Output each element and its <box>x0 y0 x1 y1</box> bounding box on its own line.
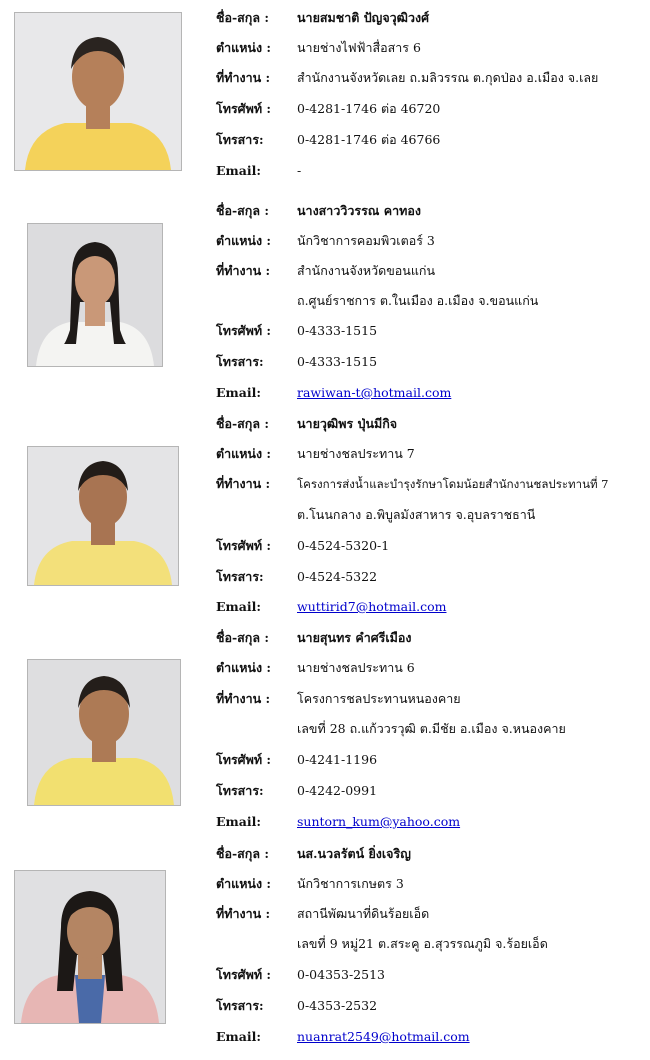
person-photo <box>27 446 179 586</box>
email-label: Email: <box>216 1029 261 1044</box>
fax-label: โทรสาร: <box>216 783 264 798</box>
phone-label: โทรศัพท์ : <box>216 967 272 982</box>
fax-label: โทรสาร: <box>216 354 264 369</box>
fax-value: 0-4353-2532 <box>297 998 378 1013</box>
position-value: นักวิชาการคอมพิวเตอร์ 3 <box>297 233 435 248</box>
position-value: นายช่างชลประทาน 6 <box>297 660 415 675</box>
person-photo-image <box>15 13 181 170</box>
position-label: ตำแหน่ง : <box>216 40 272 55</box>
workplace-value: สำนักงานจังหวัดขอนแก่น <box>297 263 436 278</box>
name-label: ชื่อ-สกุล : <box>216 416 270 431</box>
name-value: นางสาววิวรรณ คาทอง <box>297 203 421 218</box>
name-value: นายวุฒิพร ปุ่นมีกิจ <box>297 416 398 431</box>
workplace-value: เลขที่ 9 หมู่21 ต.สระคู อ.สุวรรณภูมิ จ.ร้อยเอ็ด <box>297 936 548 951</box>
name-value: นายสุนทร คำศรีเมือง <box>297 630 412 645</box>
name-label: ชื่อ-สกุล : <box>216 846 270 861</box>
phone-label: โทรศัพท์ : <box>216 538 272 553</box>
workplace-label: ที่ทำงาน : <box>216 476 271 491</box>
workplace-label: ที่ทำงาน : <box>216 691 271 706</box>
fax-label: โทรสาร: <box>216 998 264 1013</box>
person-photo <box>27 659 181 806</box>
position-value: นายช่างชลประทาน 7 <box>297 446 415 461</box>
position-label: ตำแหน่ง : <box>216 660 272 675</box>
name-value: นส.นวลรัตน์ ยิ่งเจริญ <box>297 846 411 861</box>
email-link[interactable]: nuanrat2549@hotmail.com <box>297 1029 470 1044</box>
fax-value: 0-4242-0991 <box>297 783 378 798</box>
workplace-label: ที่ทำงาน : <box>216 70 271 85</box>
person-photo-image <box>28 224 162 366</box>
email-label: Email: <box>216 163 261 178</box>
name-label: ชื่อ-สกุล : <box>216 203 270 218</box>
person-photo-image <box>15 871 165 1023</box>
workplace-label: ที่ทำงาน : <box>216 263 271 278</box>
workplace-label: ที่ทำงาน : <box>216 906 271 921</box>
fax-value: 0-4281-1746 ต่อ 46766 <box>297 132 441 147</box>
person-photo <box>14 12 182 171</box>
workplace-value: สำนักงานจังหวัดเลย ถ.มลิวรรณ ต.กุดป่อง อ.เมือง จ.เลย <box>297 70 599 85</box>
email-label: Email: <box>216 814 261 829</box>
email-link[interactable]: rawiwan-t@hotmail.com <box>297 385 452 400</box>
email-value: - <box>297 163 302 178</box>
fax-label: โทรสาร: <box>216 132 264 147</box>
email-label: Email: <box>216 599 261 614</box>
name-label: ชื่อ-สกุล : <box>216 10 270 25</box>
workplace-value: สถานีพัฒนาที่ดินร้อยเอ็ด <box>297 906 430 921</box>
person-photo-image <box>28 447 178 585</box>
phone-value: 0-4524-5320-1 <box>297 538 390 553</box>
name-label: ชื่อ-สกุล : <box>216 630 270 645</box>
position-label: ตำแหน่ง : <box>216 233 272 248</box>
phone-value: 0-4281-1746 ต่อ 46720 <box>297 101 441 116</box>
fax-label: โทรสาร: <box>216 569 264 584</box>
position-value: นายช่างไฟฟ้าสื่อสาร 6 <box>297 40 421 55</box>
workplace-value: ต.โนนกลาง อ.พิบูลมังสาหาร จ.อุบลราชธานี <box>297 507 536 522</box>
email-label: Email: <box>216 385 261 400</box>
position-label: ตำแหน่ง : <box>216 876 272 891</box>
phone-value: 0-4333-1515 <box>297 323 378 338</box>
person-photo <box>27 223 163 367</box>
phone-value: 0-4241-1196 <box>297 752 378 767</box>
phone-label: โทรศัพท์ : <box>216 752 272 767</box>
fax-value: 0-4524-5322 <box>297 569 378 584</box>
workplace-value: โครงการส่งน้ำและบำรุงรักษาโดมน้อยสำนักงานชลประทานที่ 7 <box>297 477 609 491</box>
position-label: ตำแหน่ง : <box>216 446 272 461</box>
phone-label: โทรศัพท์ : <box>216 101 272 116</box>
person-photo <box>14 870 166 1024</box>
workplace-value: ถ.ศูนย์ราชการ ต.ในเมือง อ.เมือง จ.ขอนแก่น <box>297 293 539 308</box>
phone-value: 0-04353-2513 <box>297 967 385 982</box>
email-link[interactable]: suntorn_kum@yahoo.com <box>297 814 461 829</box>
workplace-value: โครงการชลประทานหนองคาย <box>297 691 461 706</box>
email-link[interactable]: wuttirid7@hotmail.com <box>297 599 447 614</box>
fax-value: 0-4333-1515 <box>297 354 378 369</box>
person-photo-image <box>28 660 180 805</box>
phone-label: โทรศัพท์ : <box>216 323 272 338</box>
position-value: นักวิชาการเกษตร 3 <box>297 876 404 891</box>
name-value: นายสมชาติ ปัญจวุฒิวงศ์ <box>297 10 430 25</box>
workplace-value: เลขที่ 28 ถ.แก้ววรวุฒิ ต.มีชัย อ.เมือง จ.หนองคาย <box>297 721 566 736</box>
